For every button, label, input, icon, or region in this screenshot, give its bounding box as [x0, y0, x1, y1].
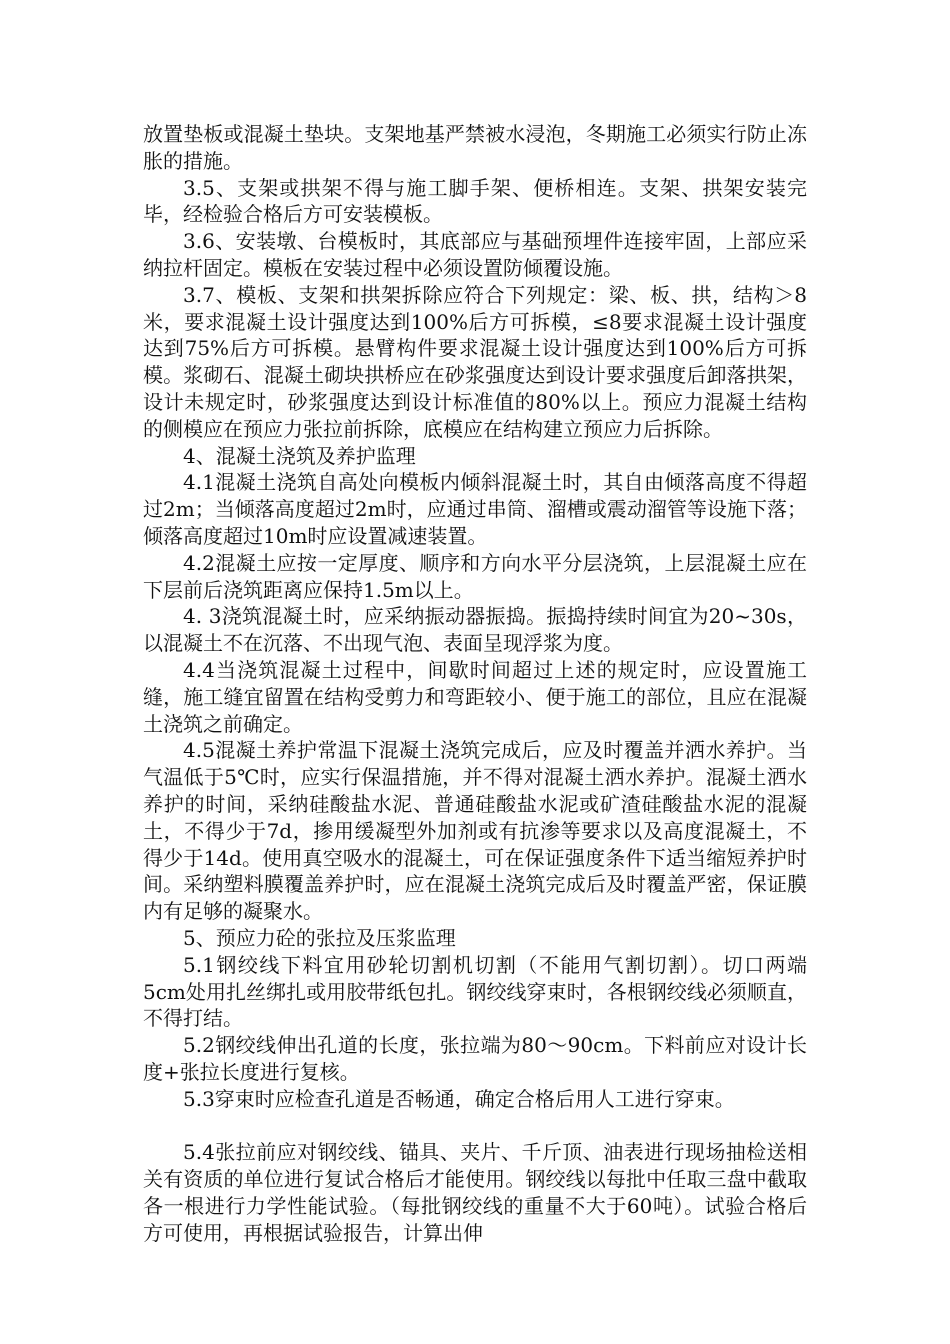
paragraph-5-2: 5.2钢绞线伸出孔道的长度，张拉端为80～90cm。下料前应对设计长度+张拉长度进行复核。 [143, 1033, 807, 1084]
paragraph-3-7: 3.7、模板、支架和拱架拆除应符合下列规定：梁、板、拱，结构＞8米，要求混凝土设计强度达到100%后方可拆模，≤8要求混凝土设计强度达到75%后方可拆模。悬臂构件要求混凝土设计强度达到100%后方可拆模。浆砌石、混凝土砌块拱桥应在砂浆强度达到设计要求强度后卸落拱架，设计未规定时，砂浆强度达到设计标准值的80%以上。预应力混凝土结构的侧模应在预应力张拉前拆除，底模应在结构建立预应力后拆除。 [143, 282, 807, 441]
paragraph-4-2: 4.2混凝土应按一定厚度、顺序和方向水平分层浇筑，上层混凝土应在下层前后浇筑距离应保持1.5m以上。 [143, 550, 807, 602]
document-body [143, 121, 807, 1246]
paragraph-5-3: 5.3穿束时应检查孔道是否畅通，确定合格后用人工进行穿束。 [183, 1086, 735, 1111]
paragraph-4-4: 4.4当浇筑混凝土过程中，间歇时间超过上述的规定时，应设置施工缝，施工缝宜留置在结构受剪力和弯距较小、便于施工的部位，且应在混凝土浇筑之前确定。 [143, 657, 807, 736]
section-heading-5: 5、预应力砼的张拉及压浆监理 [183, 925, 456, 950]
paragraph-3-6: 3.6、安装墩、台模板时，其底部应与基础预埋件连接牢固，上部应采纳拉杆固定。模板在安装过程中必须设置防倾覆设施。 [143, 229, 807, 280]
paragraph-4-5: 4.5混凝土养护常温下混凝土浇筑完成后，应及时覆盖并洒水养护。当气温低于5℃时，应实行保温措施，并不得对混凝土洒水养护。混凝土洒水养护的时间，采纳硅酸盐水泥、普通硅酸盐水泥或矿渣硅酸盐水泥的混凝土，不得少于7d，掺用缓凝型外加剂或有抗渗等要求以及高度混凝土，不得少于14d。使用真空吸水的混凝土，可在保证强度条件下适当缩短养护时间。采纳塑料膜覆盖养护时，应在混凝土浇筑完成后及时覆盖严密，保证膜内有足够的凝聚水。 [143, 738, 807, 924]
paragraph-4-1: 4.1混凝土浇筑自高处向模板内倾斜混凝土时，其自由倾落高度不得超过2m；当倾落高度超过2m时，应通过串筒、溜槽或震动溜管等设施下落；倾落高度超过10m时应设置减速装置。 [143, 470, 807, 548]
paragraph-continuation: 放置垫板或混凝土垫块。支架地基严禁被水浸泡，冬期施工必须实行防止冻胀的措施。 [143, 122, 807, 173]
paragraph-5-4: 5.4张拉前应对钢绞线、锚具、夹片、千斤顶、油表进行现场抽检送相关有资质的单位进行复试合格后才能使用。钢绞线以每批中任取三盘中截取各一根进行力学性能试验。（每批钢绞线的重量不大于60吨）。试验合格后方可使用，再根据试验报告，计算出伸 [143, 1140, 807, 1245]
paragraph-3-5: 3.5、支架或拱架不得与施工脚手架、便桥相连。支架、拱架安装完毕，经检验合格后方可安装模板。 [143, 175, 807, 227]
paragraph-4-3: 4. 3浇筑混凝土时，应采纳振动器振捣。振捣持续时间宜为20~30s，以混凝土不在沉落、不出现气泡、表面呈现浮浆为度。 [143, 604, 807, 656]
section-heading-4: 4、混凝土浇筑及养护监理 [183, 443, 416, 468]
paragraph-5-1: 5.1钢绞线下料宜用砂轮切割机切割（不能用气割切割）。切口两端5cm处用扎丝绑扎或用胶带纸包扎。钢绞线穿束时，各根钢绞线必须顺直，不得打结。 [143, 952, 807, 1031]
